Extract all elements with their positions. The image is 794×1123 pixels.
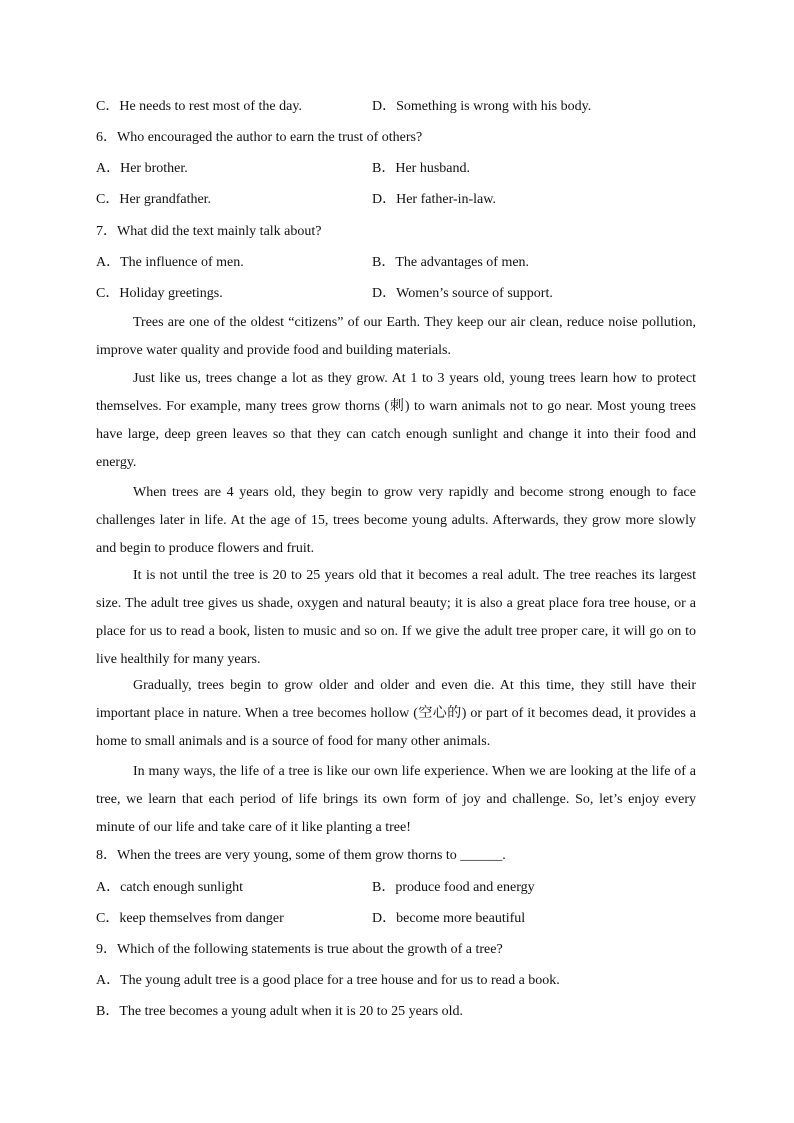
q6-option-c: C．Her grandfather.: [96, 192, 212, 207]
q8-option-d: D．become more beautiful: [372, 911, 526, 926]
passage-paragraph-2: Just like us, trees change a lot as they grow. At 1 to 3 years old, young trees learn how to protect themselves. For example, many trees grow thorns (刺) to warn animals not to go near. Most young trees have large, deep green leaves so that they can catch enough sunlight and change it into their food and energy.: [96, 371, 696, 470]
q9-question: 9．Which of the following statements is true about the growth of a tree?: [96, 942, 503, 957]
passage-paragraph-3: When trees are 4 years old, they begin to grow very rapidly and become strong enough to face challenges later in life. At the age of 15, trees become young adults. Afterwards, they grow more slowly and begin to produce flowers and fruit.: [96, 485, 696, 556]
q7-option-b: B．The advantages of men.: [372, 255, 530, 270]
q8-question: 8．When the trees are very young, some of them grow thorns to ______.: [96, 848, 506, 863]
q7-option-d: D．Women’s source of support.: [372, 286, 553, 301]
q7-option-a: A．The influence of men.: [96, 255, 244, 270]
passage-paragraph-5: Gradually, trees begin to grow older and older and even die. At this time, they still have their important place in nature. When a tree becomes hollow (空心的) or part of it becomes dead, it provides a home to small animals and is a source of food for many other animals.: [96, 678, 696, 749]
q6-option-b: B．Her husband.: [372, 161, 470, 176]
q6-option-d: D．Her father-in-law.: [372, 192, 496, 207]
q6-option-a: A．Her brother.: [96, 161, 188, 176]
q8-option-b: B．produce food and energy: [372, 880, 535, 895]
q8-option-a: A．catch enough sunlight: [96, 880, 243, 895]
q8-option-c: C．keep themselves from danger: [96, 911, 284, 926]
q5-option-c: C．He needs to rest most of the day.: [96, 99, 302, 114]
passage-paragraph-4: It is not until the tree is 20 to 25 years old that it becomes a real adult. The tree reaches its largest size. The adult tree gives us shade, oxygen and natural beauty; it is also a great place fora tree house, or a place for us to read a book, listen to music and so on. If we give the adult tree proper care, it will go on to live healthily for many years.: [96, 568, 696, 667]
q9-option-a: A．The young adult tree is a good place for a tree house and for us to read a book.: [96, 973, 560, 988]
q5-option-d: D．Something is wrong with his body.: [372, 99, 592, 114]
passage-paragraph-1: Trees are one of the oldest “citizens” of our Earth. They keep our air clean, reduce noise pollution, improve water quality and provide food and building materials.: [96, 315, 696, 358]
passage-paragraph-6: In many ways, the life of a tree is like our own life experience. When we are looking at the life of a tree, we learn that each period of life brings its own form of joy and challenge. So, let’s enjoy every minute of our life and take care of it like planting a tree!: [96, 764, 696, 835]
q7-question: 7．What did the text mainly talk about?: [96, 224, 322, 239]
q9-option-b: B．The tree becomes a young adult when it is 20 to 25 years old.: [96, 1004, 464, 1019]
q7-option-c: C．Holiday greetings.: [96, 286, 223, 301]
q6-question: 6．Who encouraged the author to earn the trust of others?: [96, 130, 423, 145]
